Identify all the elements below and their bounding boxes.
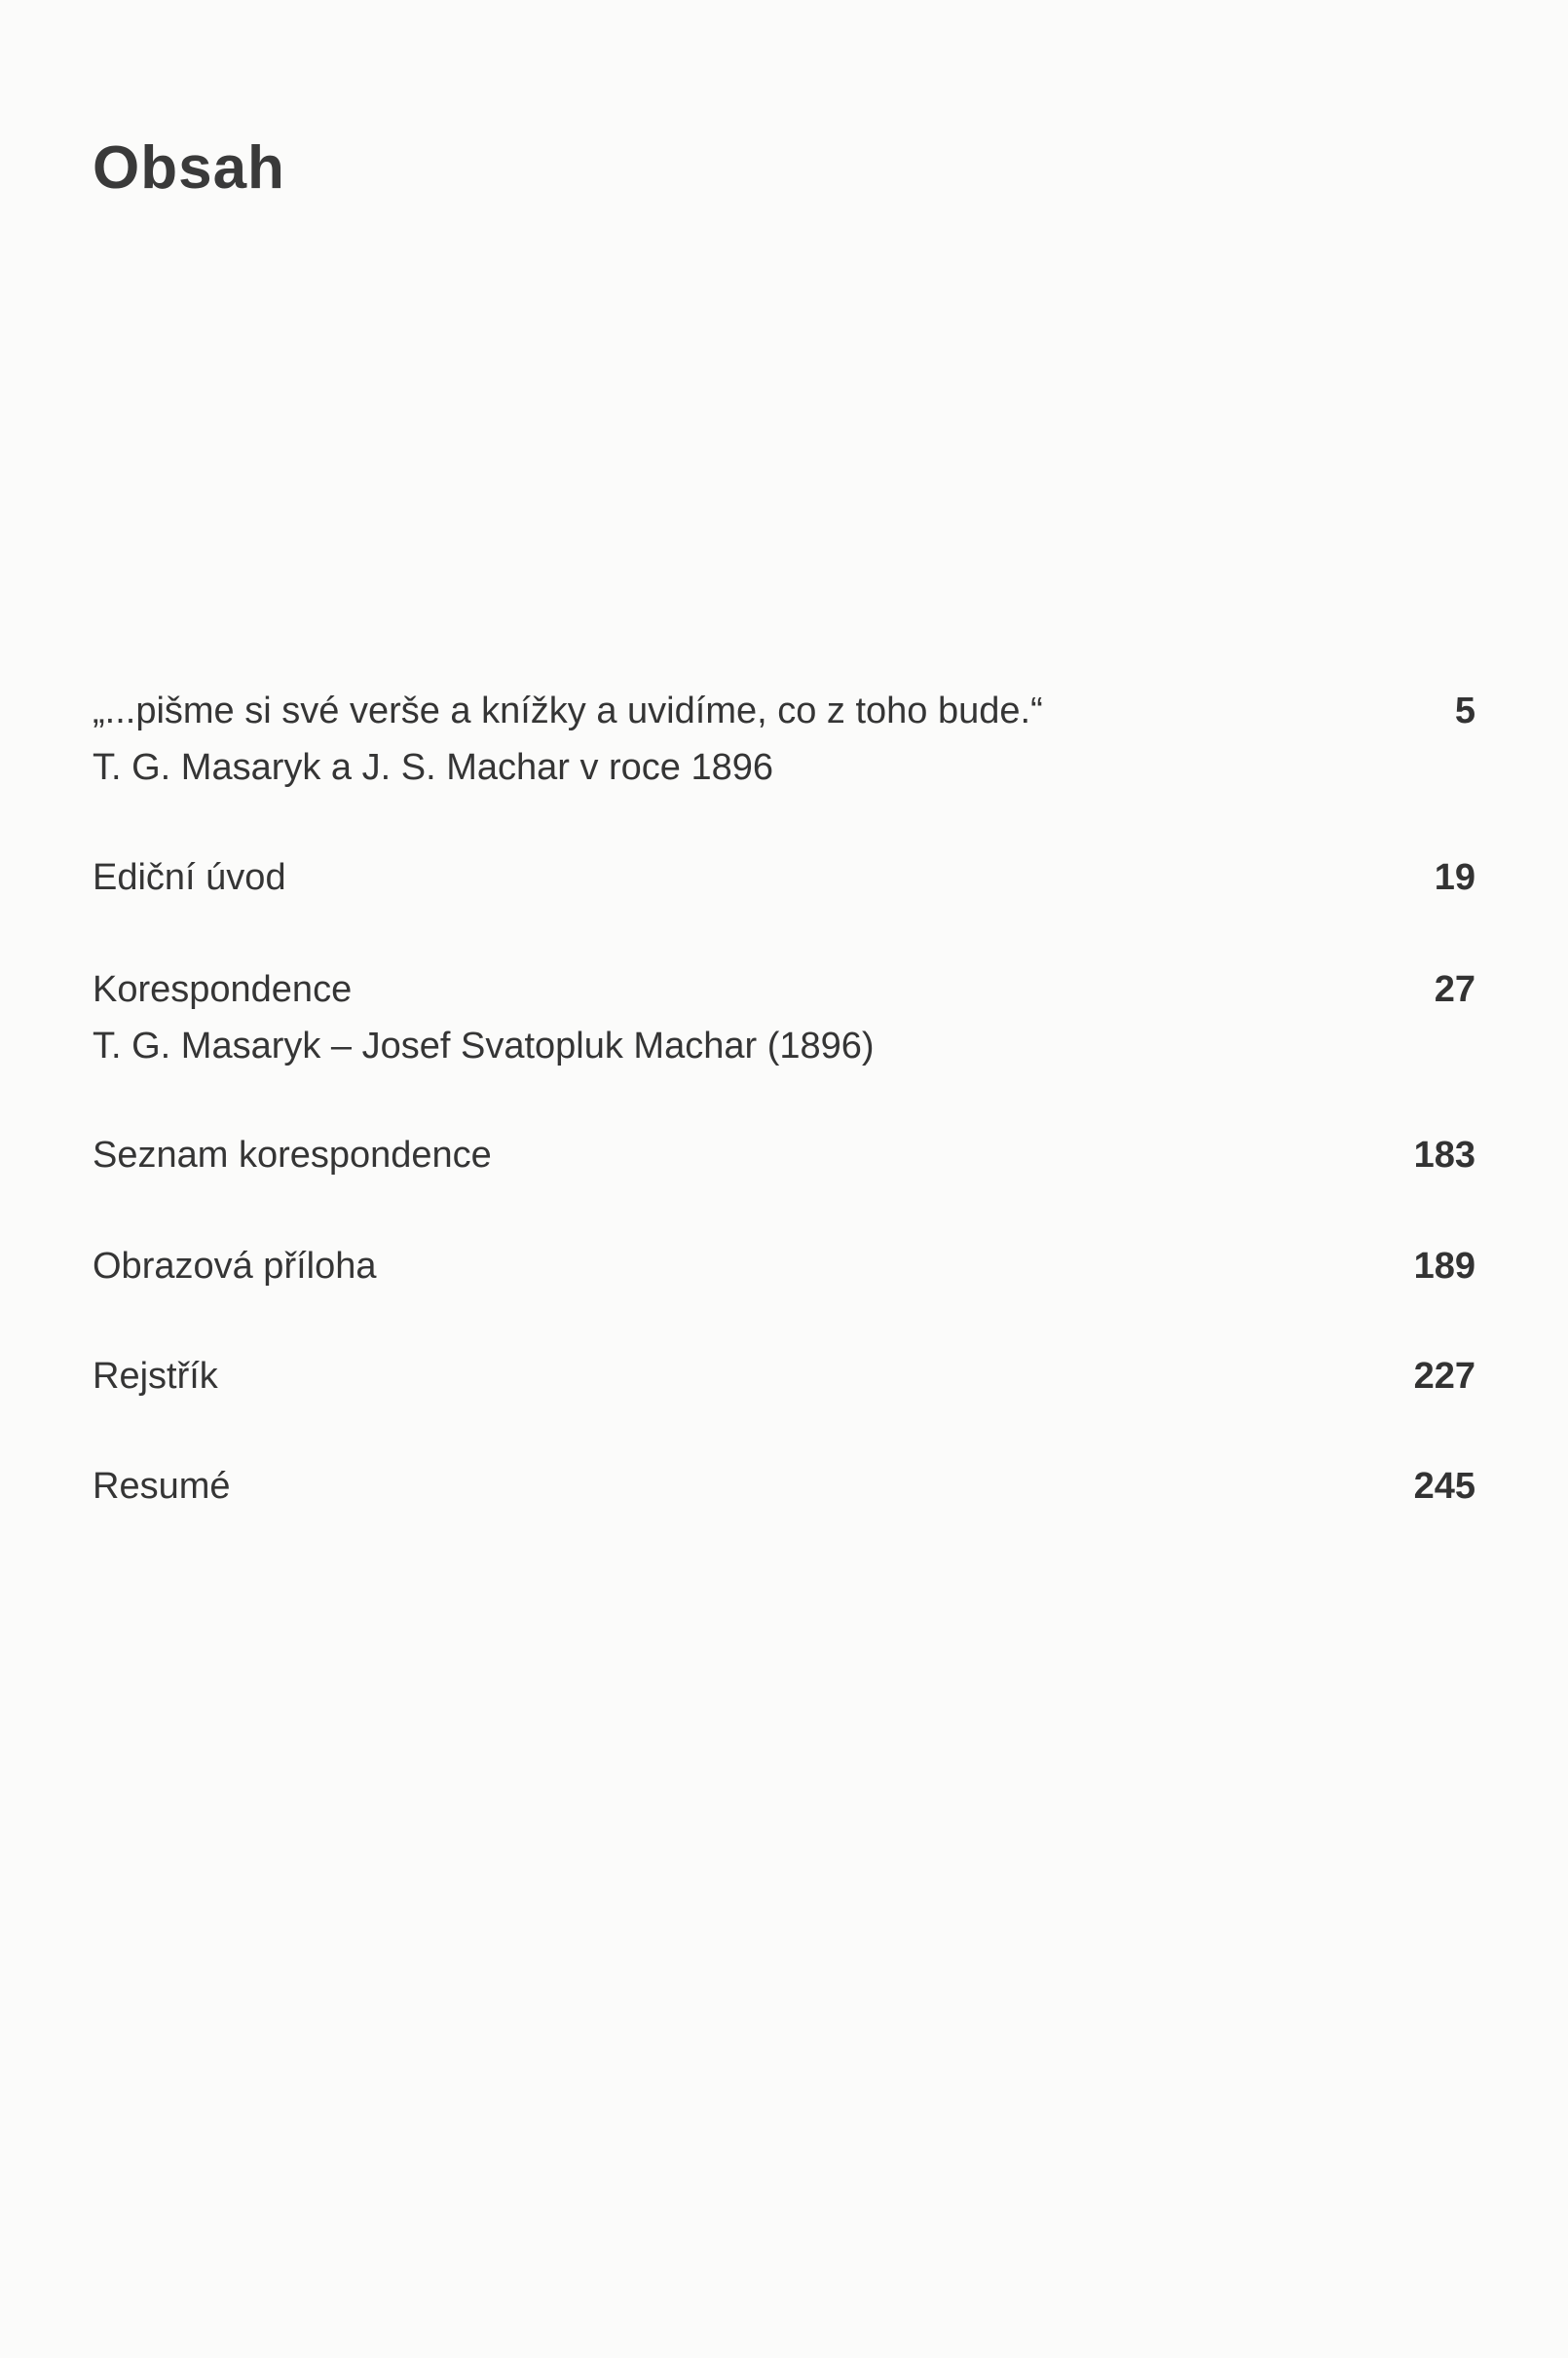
toc-entry-text: [93, 1127, 1310, 1183]
toc-entry-subtitle: T. G. Masaryk a J. S. Machar v roce 1896: [93, 747, 774, 788]
toc-entry-text: [93, 849, 1310, 906]
toc-entry-text: [93, 1238, 1310, 1294]
toc-page-number: 183: [1413, 1135, 1475, 1176]
toc-page-number: 189: [1413, 1246, 1475, 1287]
toc-entry-title: Ediční úvod: [93, 857, 286, 898]
page-title: Obsah: [93, 134, 285, 202]
toc-page-number: 245: [1413, 1466, 1475, 1507]
toc-entry-title: „...pišme si své verše a knížky a uvidíme, co z toho bude.“: [93, 691, 1043, 731]
toc-entry-text: [93, 961, 1310, 1074]
toc-page-number: 227: [1413, 1356, 1475, 1397]
toc-entry-title: Seznam korespondence: [93, 1135, 492, 1176]
toc-page-number: 5: [1454, 691, 1475, 731]
toc-entry-title: Resumé: [93, 1466, 231, 1507]
toc-entry-title: Rejstřík: [93, 1356, 218, 1397]
toc-entry-text: [93, 683, 1310, 796]
toc-page-number: 27: [1434, 969, 1475, 1010]
toc-entry-subtitle: T. G. Masaryk – Josef Svatopluk Machar (1896): [93, 1026, 875, 1067]
toc-entry-text: [93, 1348, 1310, 1404]
toc-entry-text: [93, 1458, 1310, 1515]
toc-entry-title: Korespondence: [93, 969, 353, 1010]
toc-entry-title: Obrazová příloha: [93, 1246, 377, 1287]
toc-page-number: 19: [1434, 857, 1475, 898]
